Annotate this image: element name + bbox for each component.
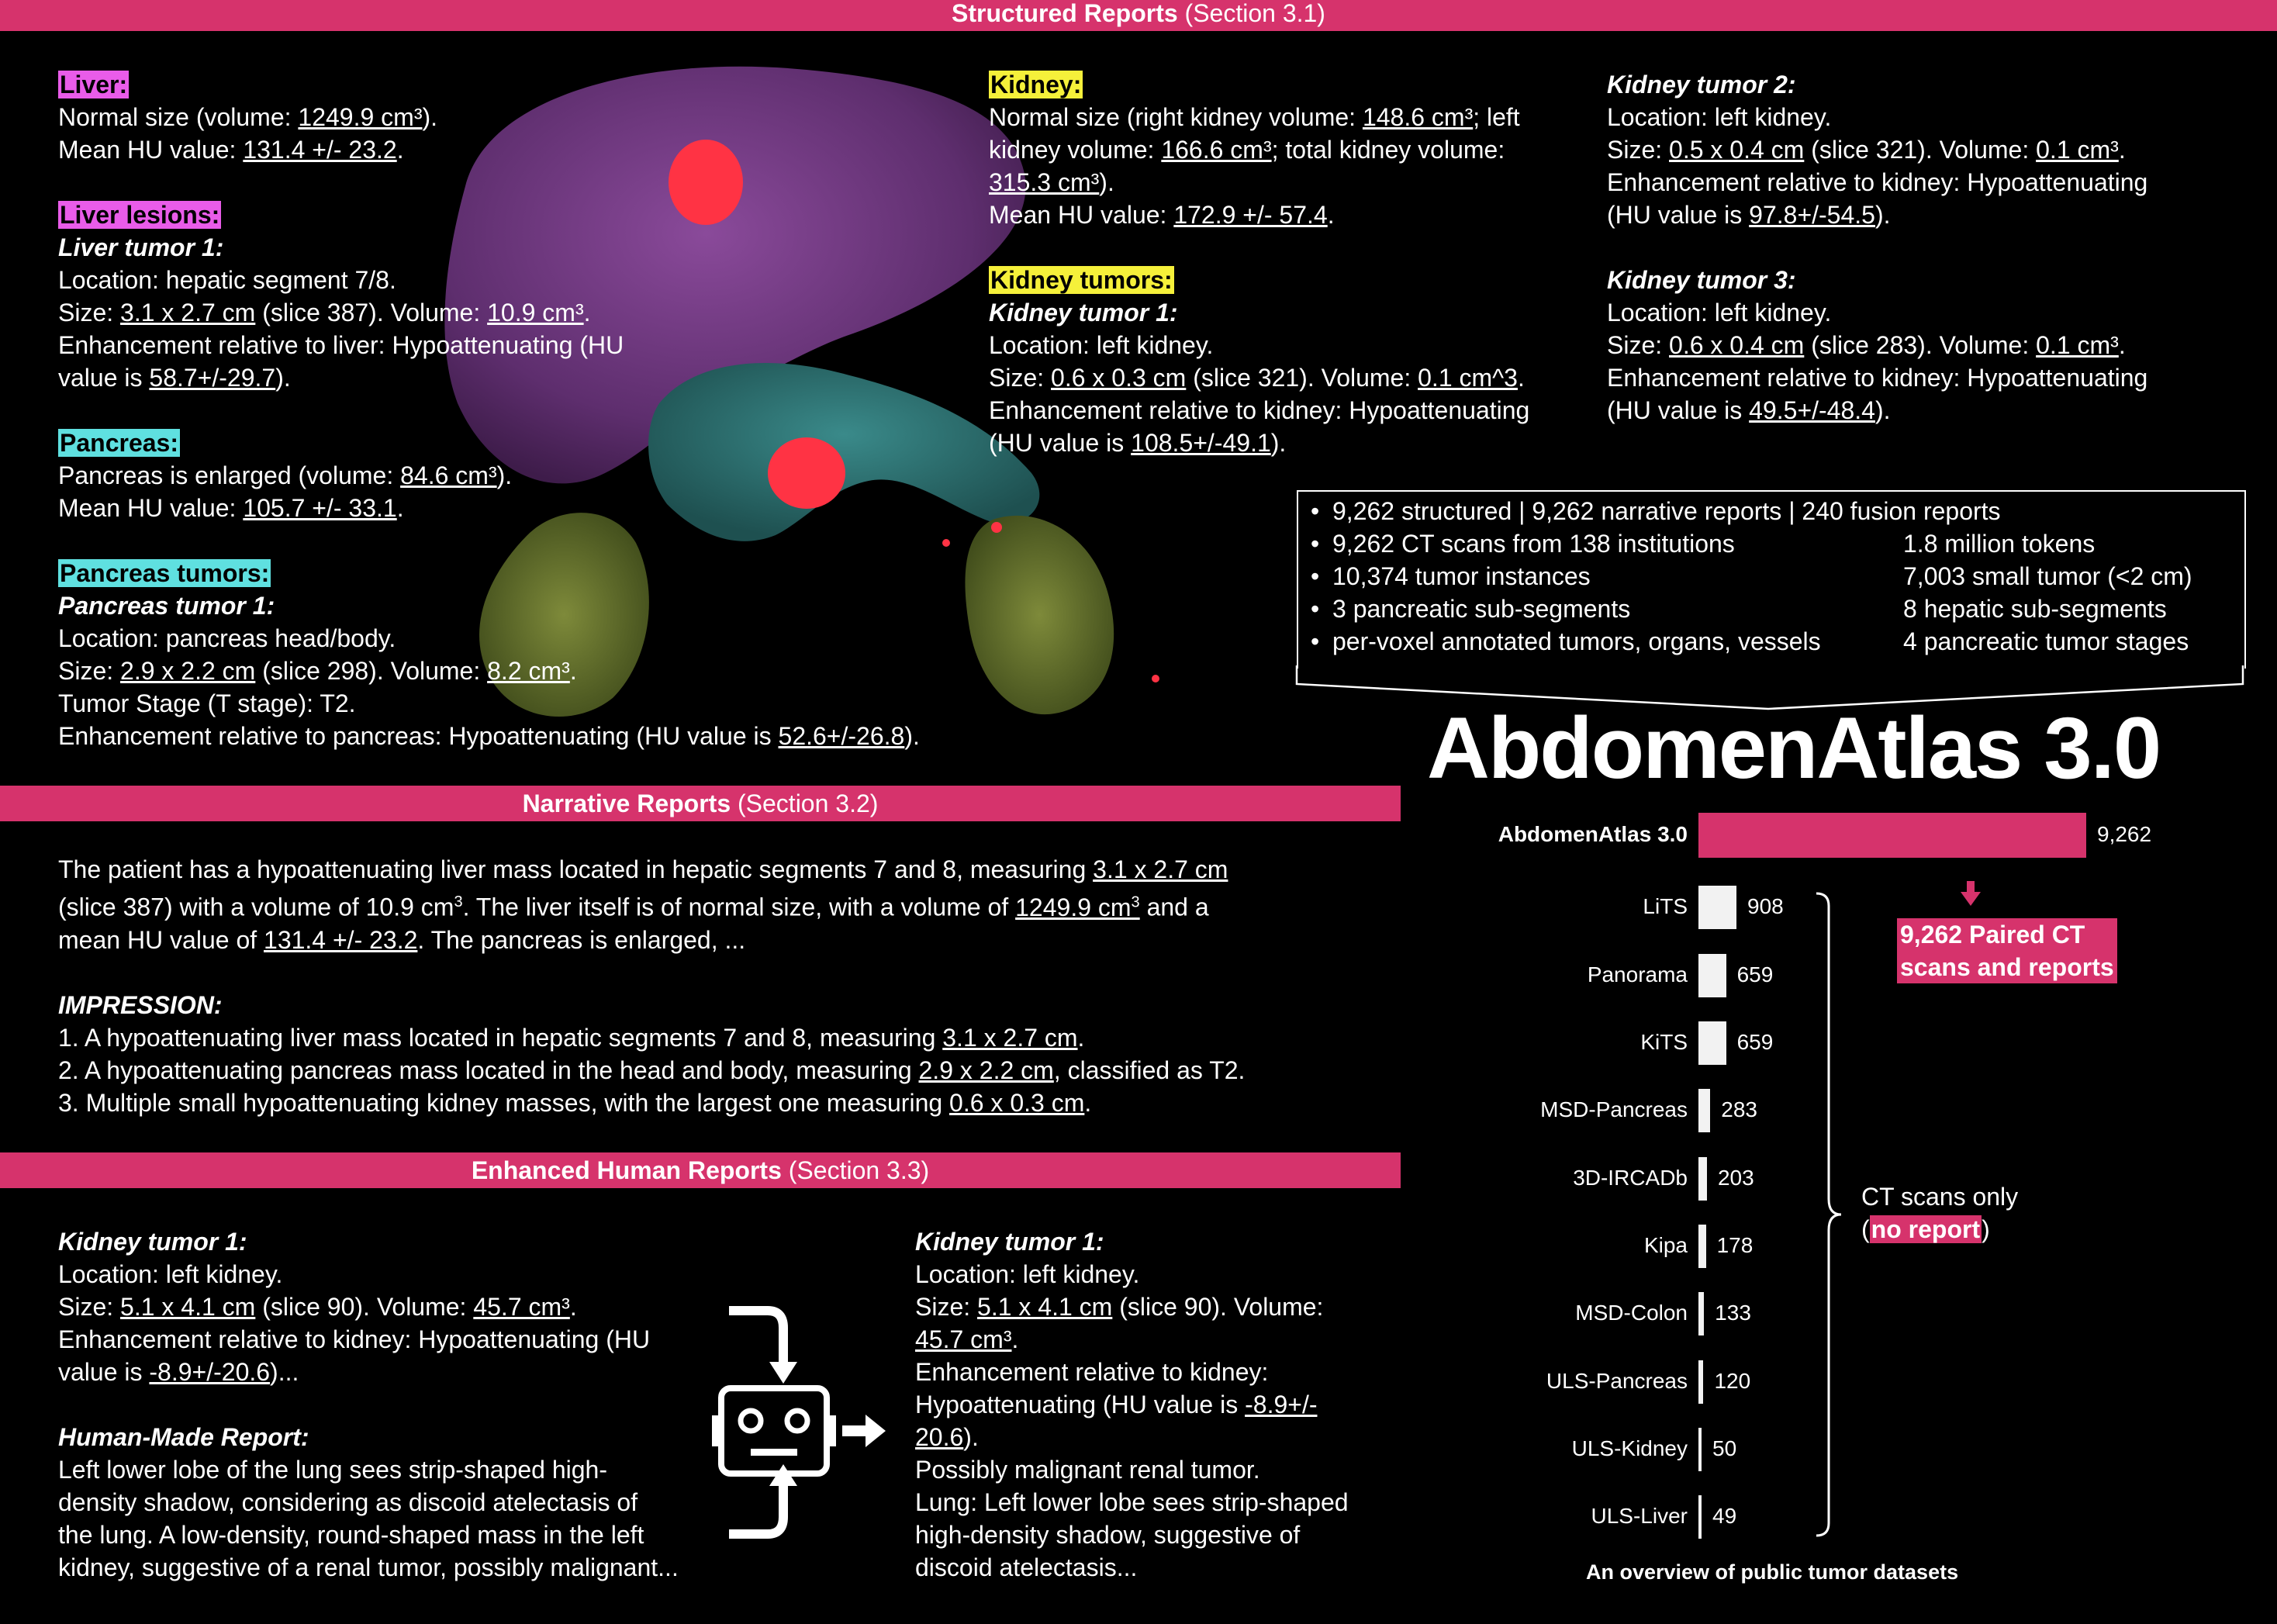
arrow-down-icon	[729, 1311, 783, 1365]
bar-value-label: 49	[1712, 1504, 1737, 1528]
narrative-reports-banner: Narrative Reports (Section 3.2)	[0, 786, 1401, 821]
bar-category-label: ULS-Pancreas	[1546, 1369, 1688, 1393]
bar	[1698, 813, 2086, 858]
kidney-section: Kidney: Normal size (right kidney volume: 148.6 cm³; left kidney volume: 166.6 cm³; total kidney volume: 315.3 cm³). Mean HU value: 172.9 +/- 57.4. Kidney tumors: Kidney tumor 1: Location: left kidney. Size: 0.6 x 0.3 cm (slice 321). Volume: 0.1 cm^3. Enhancement relative to kidney: Hypoattenuating (HU value is 108.5+/-49.1).	[989, 71, 1530, 457]
bar-value-label: 203	[1717, 1166, 1754, 1190]
bar	[1698, 1292, 1704, 1335]
robot-fusion-graphic	[698, 1287, 892, 1551]
bar-category-label: MSD-Colon	[1575, 1301, 1688, 1325]
liver-lesions-tag: Liver lesions:	[60, 201, 220, 229]
kidney-tumor-shape	[942, 539, 950, 547]
kidney-tag: Kidney:	[990, 71, 1082, 98]
structured-reports-banner: Structured Reports (Section 3.1)	[0, 0, 2277, 31]
bar-category-label: Panorama	[1587, 962, 1688, 986]
bar-category-label: LiTS	[1643, 894, 1688, 918]
kidney-tumors-tag: Kidney tumors:	[990, 266, 1173, 294]
bar	[1698, 1089, 1710, 1132]
bar	[1698, 1428, 1702, 1471]
pancreas-tag: Pancreas:	[60, 429, 178, 457]
bar-category-label: ULS-Kidney	[1571, 1436, 1688, 1460]
liver-section: Liver: Normal size (volume: 1249.9 cm³). Mean HU value: 131.4 +/- 23.2. Liver lesions: Liver tumor 1: Location: hepatic segment 7/8. Size: 3.1 x 2.7 cm (slice 387). Volume: 10.9 cm³. Enhancement relative to liver: Hypoattenuating (HU value is 58.7+/-29.7). Pancreas: Pancreas is enlarged (volume: 84.6 cm³). Mean HU value: 105.7 +/- 33.1. Pancreas tumors: Pancreas tumor 1: Location: pancreas head/body. Size: 2.9 x 2.2 cm (slice 298). Volume: 8.2 cm³. Tumor Stage (T stage): T2. Enhancement relative to pancreas: Hypoattenuating (HU value is 52.6+/-26.8).	[58, 71, 920, 750]
arrow-right-icon	[842, 1425, 869, 1436]
bar	[1698, 1360, 1703, 1404]
bar	[1698, 1495, 1702, 1539]
stat-item: 1.8 million tokens	[1903, 530, 2096, 558]
dataset-stats-box	[1297, 490, 2246, 669]
left-kidney-shape	[965, 516, 1114, 714]
bar	[1698, 1225, 1706, 1268]
arrow-up-icon	[729, 1483, 783, 1534]
pancreas-tumors-tag: Pancreas tumors:	[60, 559, 270, 587]
robot-icon	[721, 1388, 827, 1474]
bar-value-label: 283	[1721, 1097, 1757, 1121]
stat-item: 4 pancreatic tumor stages	[1903, 627, 2189, 655]
bar-value-label: 9,262	[2097, 822, 2152, 846]
bar-value-label: 120	[1714, 1369, 1751, 1393]
stat-item: 8 hepatic sub-segments	[1903, 595, 2167, 623]
bar-category-label: MSD-Pancreas	[1540, 1097, 1688, 1121]
liver-tag: Liver:	[60, 71, 128, 98]
page-title: AbdomenAtlas 3.0	[1427, 700, 2161, 796]
bar-value-label: 659	[1736, 1030, 1774, 1054]
stat-item: • per-voxel annotated tumors, organs, vessels	[1298, 625, 2001, 658]
bar-category-label: ULS-Liver	[1591, 1504, 1688, 1528]
bar-value-label: 659	[1736, 962, 1774, 986]
enhanced-reports-banner: Enhanced Human Reports (Section 3.3)	[0, 1152, 1401, 1188]
stat-item: • 3 pancreatic sub-segments	[1298, 593, 2001, 625]
stat-item: • 9,262 CT scans from 138 institutions	[1298, 527, 2001, 560]
arrow-down-icon	[1959, 881, 1982, 909]
narrative-report: The patient has a hypoattenuating liver mass located in hepatic segments 7 and 8, measuring 3.1 x 2.7 cm (slice 387) with a volume of 10.9 $cm^3$. The liver itself is of normal size, with a volume of 1249.9 $cm^3$ and a mean HU value of 131.4 +/- 23.2. The pancreas is enlarged, ... IMPRESSION: 1. A hypoattenuating liver mass located in hepatic segments 7 and 8, measuring 3.1 x 2.7 cm. 2. A hypoattenuating pancreas mass located in the head and body, measuring 2.9 x 2.2 cm, classified as T2. 3. Multiple small hypoattenuating kidney masses, with the largest one measuring 0.6 x 0.3 cm.	[58, 855, 1246, 1117]
stat-item: • 9,262 structured | 9,262 narrative reports | 240 fusion reports	[1298, 495, 2001, 527]
chart-caption: An overview of public tumor datasets	[1586, 1560, 1959, 1584]
enhanced-report-input: Kidney tumor 1: Location: left kidney. Size: 5.1 x 4.1 cm (slice 90). Volume: 45.7 cm³. Enhancement relative to kidney: Hypoattenuating (HU value is -8.9+/-20.6)... Human-Made Report: Left lower lobe of the lung sees strip-shaped high- density shadow, considering as discoid atelectasis of the lung. A low-density, round-shaped mass in the left kidney, suggestive of a renal tumor, possibly malignant...	[58, 1228, 679, 1581]
bar-value-label: 50	[1712, 1436, 1737, 1460]
bar-value-label: 133	[1715, 1301, 1751, 1325]
bar-category-label: AbdomenAtlas 3.0	[1498, 822, 1688, 846]
bar-category-label: KiTS	[1640, 1030, 1688, 1054]
kidney-tumor-shape	[1152, 675, 1159, 682]
paired-reports-note: 9,262 Paired CT scans and reports	[1897, 918, 2117, 983]
enhanced-report-output: Kidney tumor 1: Location: left kidney. Size: 5.1 x 4.1 cm (slice 90). Volume: 45.7 cm³. Enhancement relative to kidney: Hypoattenuating (HU value is -8.9+/- 20.6). Possibly malignant renal tumor. Lung: Left lower lobe sees strip-shaped high-density shadow, suggestive of discoid atelectasis...	[915, 1228, 1349, 1581]
bar-value-label: 908	[1747, 894, 1784, 918]
impression-heading: IMPRESSION:	[58, 990, 223, 1019]
ct-only-bracket	[1815, 890, 1846, 1539]
kidney-tumor-2-section: Kidney tumor 2: Location: left kidney. Size: 0.5 x 0.4 cm (slice 321). Volume: 0.1 cm³. Enhancement relative to kidney: Hypoattenuating (HU value is 97.8+/-54.5). Kidney tumor 3: Location: left kidney. Size: 0.6 x 0.4 cm (slice 283). Volume: 0.1 cm³. Enhancement relative to kidney: Hypoattenuating (HU value is 49.5+/-48.4).	[1607, 71, 2148, 424]
stat-item: 7,003 small tumor (<2 cm)	[1903, 562, 2192, 590]
bar-category-label: 3D-IRCADb	[1573, 1166, 1688, 1190]
bar	[1698, 1157, 1707, 1201]
ct-only-note: CT scans only (no report)	[1861, 1183, 2019, 1243]
bar	[1698, 886, 1736, 929]
bar	[1698, 1021, 1726, 1065]
stat-item: • 10,374 tumor instances	[1298, 560, 2001, 593]
bar	[1698, 954, 1726, 997]
bar-category-label: Kipa	[1643, 1233, 1688, 1257]
kidney-tumor-shape	[991, 522, 1002, 533]
bar-value-label: 178	[1716, 1233, 1754, 1257]
